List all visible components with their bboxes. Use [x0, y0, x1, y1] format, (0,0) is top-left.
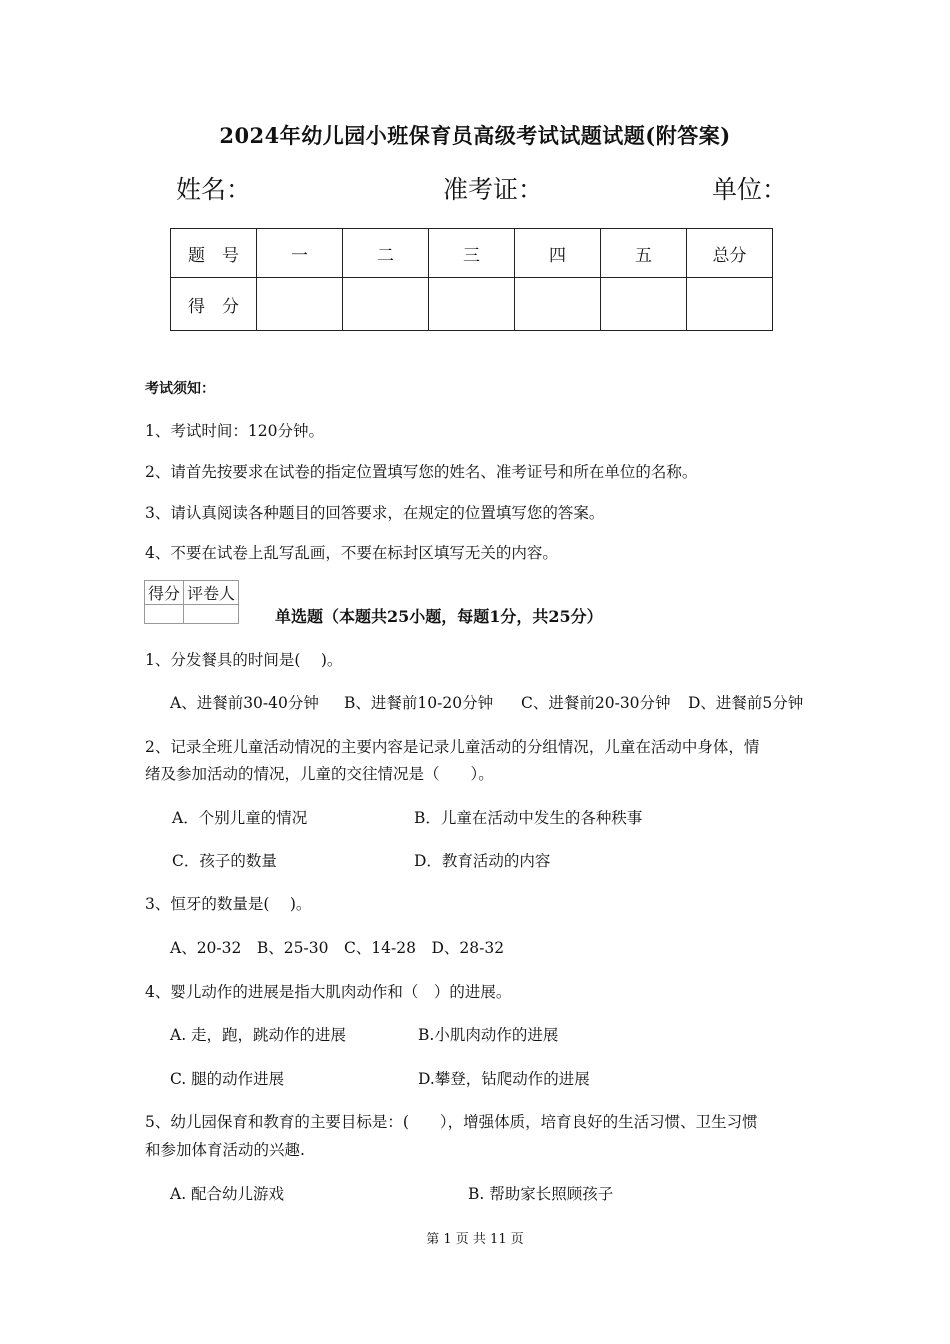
- notice-item: 3、请认真阅读各种题目的回答要求，在规定的位置填写您的答案。: [145, 504, 605, 522]
- score-header-cell: 题 号: [171, 229, 257, 278]
- score-row-label: 得 分: [171, 278, 257, 331]
- question-3-stem: 3、恒牙的数量是( )。: [145, 895, 312, 913]
- question-5-stem-line-2: 和参加体育活动的兴趣.: [145, 1141, 305, 1159]
- score-cell[interactable]: [257, 278, 343, 331]
- question-3-options: A、20-32 B、25-30 C、14-28 D、28-32: [170, 939, 505, 957]
- score-header-cell: 五: [601, 229, 687, 278]
- score-cell[interactable]: [515, 278, 601, 331]
- question-5-stem-line-1: 5、幼儿园保育和教育的主要目标是：( ），增强体质，培育良好的生活习惯、卫生习惯: [145, 1113, 758, 1131]
- question-2-stem-line-1: 2、记录全班儿童活动情况的主要内容是记录儿童活动的分组情况，儿童在活动中身体，情: [145, 738, 760, 756]
- question-2-option-c: C．孩子的数量: [172, 852, 277, 870]
- score-table: [170, 228, 773, 331]
- question-1-option-a: A、进餐前30-40分钟: [170, 694, 319, 712]
- grader-score-cell[interactable]: [145, 605, 184, 624]
- question-4-option-c: C. 腿的动作进展: [170, 1070, 285, 1088]
- question-1-option-c: C、进餐前20-30分钟: [521, 694, 671, 712]
- grader-reviewer-label: 评卷人: [184, 581, 239, 605]
- question-2-option-b: B．儿童在活动中发生的各种秩事: [414, 809, 643, 827]
- question-2-stem-line-2: 绪及参加活动的情况，儿童的交往情况是（ ）。: [145, 765, 494, 783]
- score-cell[interactable]: [601, 278, 687, 331]
- notice-item: 2、请首先按要求在试卷的指定位置填写您的姓名、准考证号和所在单位的名称。: [145, 463, 698, 481]
- question-1-option-b: B、进餐前10-20分钟: [344, 694, 494, 712]
- score-header-cell: 一: [257, 229, 343, 278]
- score-header-cell: 三: [429, 229, 515, 278]
- grader-reviewer-cell[interactable]: [184, 605, 239, 624]
- score-table-score-row: [171, 278, 773, 331]
- question-4-option-d: D.攀登，钻爬动作的进展: [418, 1070, 590, 1088]
- score-header-cell: 四: [515, 229, 601, 278]
- score-header-cell: 二: [343, 229, 429, 278]
- score-cell[interactable]: [687, 278, 773, 331]
- grader-score-label: 得分: [145, 581, 184, 605]
- notice-item: 4、不要在试卷上乱写乱画，不要在标封区填写无关的内容。: [145, 544, 558, 562]
- question-4-option-b: B.小肌肉动作的进展: [418, 1026, 559, 1044]
- score-cell[interactable]: [343, 278, 429, 331]
- exam-number-field-label: 准考证：: [443, 175, 544, 204]
- section-title: 单选题（本题共25小题，每题1分，共25分）: [275, 607, 603, 626]
- score-cell[interactable]: [429, 278, 515, 331]
- grader-table: [144, 580, 239, 624]
- question-4-stem: 4、婴儿动作的进展是指大肌肉动作和（ ）的进展。: [145, 983, 512, 1001]
- question-5-option-b: B. 帮助家长照顾孩子: [468, 1185, 614, 1203]
- question-2-option-a: A．个别儿童的情况: [172, 809, 308, 827]
- question-5-option-a: A. 配合幼儿游戏: [170, 1185, 285, 1203]
- notice-item: 1、考试时间：120分钟。: [145, 422, 324, 440]
- score-header-cell: 总分: [687, 229, 773, 278]
- page-title: 2024年幼儿园小班保育员高级考试试题试题(附答案): [219, 123, 731, 148]
- question-4-option-a: A. 走，跑，跳动作的进展: [170, 1026, 347, 1044]
- score-table-header-row: [171, 229, 773, 278]
- question-1-option-d: D、进餐前5分钟: [688, 694, 804, 712]
- unit-field-label: 单位：: [712, 175, 788, 204]
- notice-heading: 考试须知：: [145, 381, 215, 397]
- page-footer: 第 1 页 共 11 页: [426, 1232, 524, 1247]
- name-field-label: 姓名：: [176, 175, 252, 204]
- question-2-option-d: D．教育活动的内容: [414, 852, 551, 870]
- question-1-stem: 1、分发餐具的时间是( )。: [145, 651, 343, 669]
